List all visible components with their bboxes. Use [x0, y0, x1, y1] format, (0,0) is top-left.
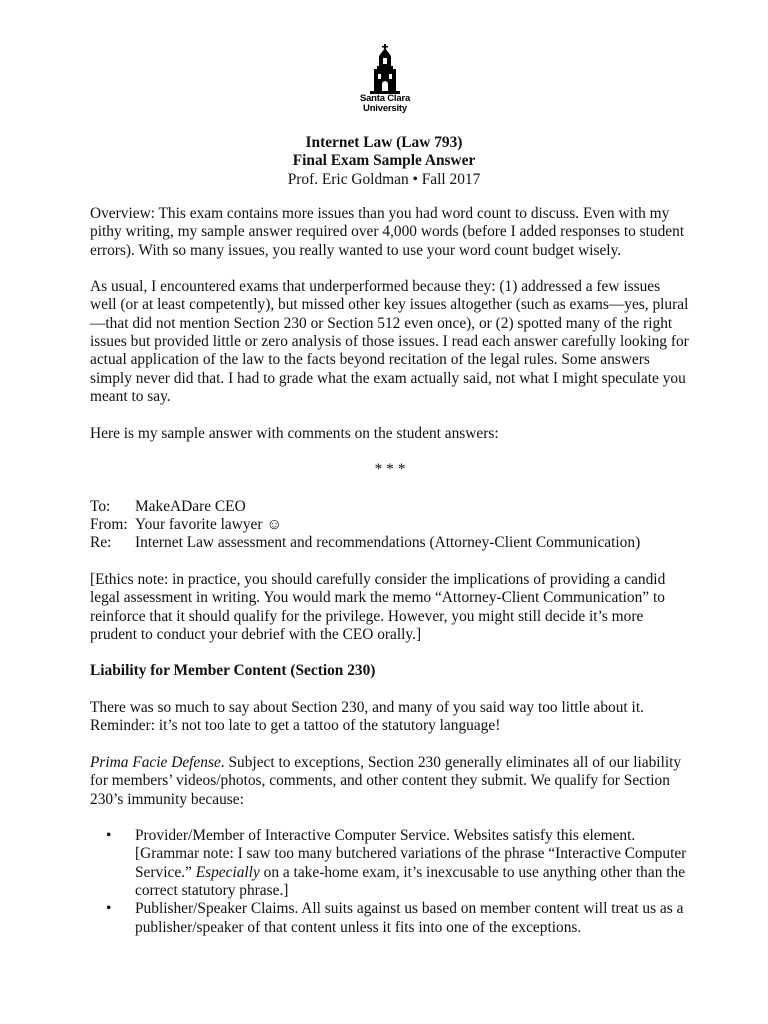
- memo-re-value: Internet Law assessment and recommendations (Attorney-Client Communication): [135, 534, 641, 552]
- memo-header: [90, 498, 690, 553]
- list-item: [106, 827, 690, 900]
- element-list: [90, 827, 690, 937]
- section-intro: There was so much to say about Section 230, and many of you said way too little about it. Reminder: it’s not too late to get a tattoo of the statutory language!: [90, 699, 644, 735]
- list-item-emphasis: Especially: [195, 863, 260, 881]
- bullet-icon: •: [106, 827, 112, 845]
- list-item: [106, 900, 690, 937]
- prima-facie-label: Prima Facie Defense: [90, 753, 221, 771]
- document-title: Internet Law (Law 793): [305, 134, 463, 151]
- list-item-text: Publisher/Speaker Claims. All suits against us based on member content will treat us as a publisher/speaker of that content unless it fits into one of the exceptions.: [135, 900, 684, 936]
- document-byline: Prof. Eric Goldman • Fall 2017: [287, 170, 481, 188]
- memo-from-label: From:: [90, 516, 128, 534]
- prima-facie-paragraph: [90, 754, 690, 809]
- memo-to-value: MakeADare CEO: [135, 497, 246, 515]
- memo-to-label: To:: [90, 497, 111, 515]
- document-subtitle: Final Exam Sample Answer: [292, 152, 476, 170]
- memo-re-row: [90, 534, 690, 552]
- logo-line-2: University: [363, 103, 407, 114]
- memo-from-value: Your favorite lawyer ☺: [135, 516, 283, 534]
- memo-from-row: [90, 516, 690, 534]
- logo-line-1: Santa Clara: [359, 93, 411, 104]
- section-separator: * * *: [374, 461, 406, 479]
- intro-paragraph: Here is my sample answer with comments on the student answers:: [90, 424, 499, 442]
- mission-church-icon: [368, 44, 402, 94]
- list-item-text-b: on a take-home exam, it’s inexcusable to use anything other than the correct statutory phrase.]: [135, 863, 686, 899]
- bullet-icon: •: [106, 900, 112, 918]
- overview-paragraph: Overview: This exam contains more issues than you had word count to discuss. Even with my pithy writing, my sample answer required over 4,000 words (before I added responses to student errors). With so many issues, you really wanted to use your word count budget wisely.: [90, 205, 685, 259]
- university-logo: [357, 44, 413, 120]
- memo-to-row: [90, 498, 690, 516]
- document-body: [90, 205, 690, 937]
- memo-re-label: Re:: [90, 534, 112, 552]
- usual-paragraph: As usual, I encountered exams that underperformed because they: (1) addressed a few issues well (or at least competently), but missed other key issues altogether (such as exams—yes, plural—that did not mention Section 230 or Section 512 even once), or (2) spotted many of the right issues but provided little or zero analysis of those issues. I read each answer carefully looking for actual application of the law to the facts beyond recitation of the legal rules. Some answers simply never did that. I had to grade what the exam actually said, not what I might speculate you meant to say.: [90, 278, 689, 405]
- prima-facie-text: . Subject to exceptions, Section 230 generally eliminates all of our liability for members’ videos/photos, comments, and other content they submit. We qualify for Section 230’s immunity because:: [90, 753, 682, 808]
- document-header: [0, 134, 768, 189]
- list-item-text-a: Provider/Member of Interactive Computer Service. Websites satisfy this element. [Grammar note: I saw too many butchered variations of the phrase “Interactive Computer Service.”: [135, 827, 687, 881]
- section-heading: Liability for Member Content (Section 230): [90, 662, 376, 680]
- ethics-note: [Ethics note: in practice, you should carefully consider the implications of providing a candid legal assessment in writing. You would mark the memo “Attorney-Client Communication” to reinforce that it should qualify for the privilege. However, you might still decide it’s more prudent to conduct your debrief with the CEO orally.]: [90, 570, 666, 643]
